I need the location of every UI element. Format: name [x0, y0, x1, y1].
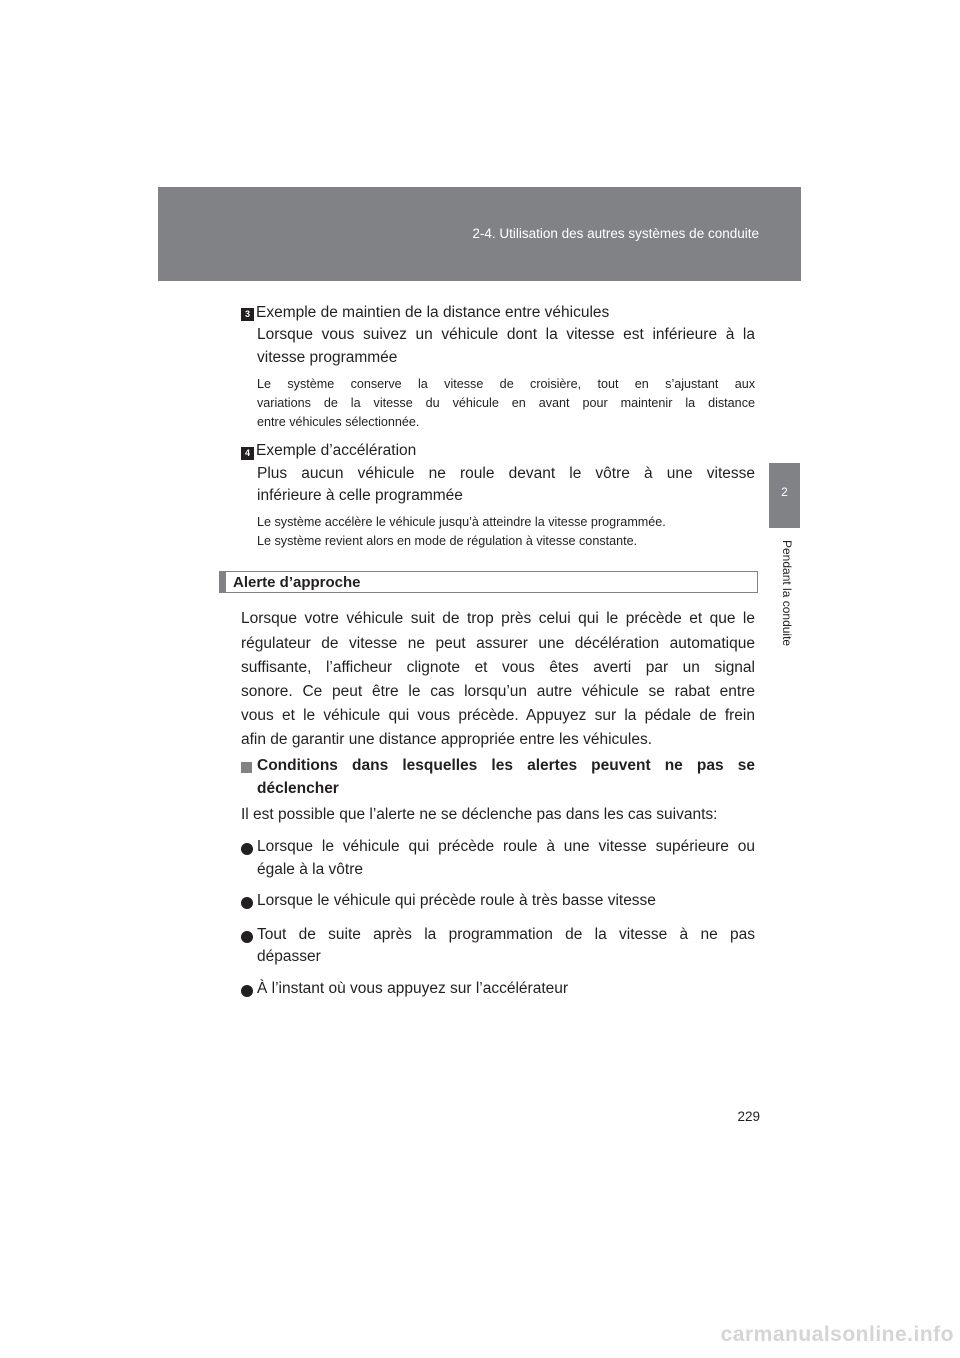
chapter-label-text: Pendant la conduite — [780, 540, 794, 647]
example-title: Exemple de maintien de la distance entre véhicules — [256, 304, 610, 321]
bullet-line: égale à la vôtre — [257, 861, 363, 878]
page-number: 229 — [737, 1109, 760, 1124]
bullet-line: À l’instant où vous appuyez sur l’accélérateur — [257, 980, 569, 997]
chapter-label — [776, 540, 796, 670]
example-number-badge: 4 — [241, 447, 254, 460]
paragraph-line: Lorsque votre véhicule suit de trop près celui qui le précède et que le — [241, 610, 755, 627]
bullet-line: Tout de suite après la programmation de la vitesse à ne pas — [257, 926, 755, 943]
paragraph-line: suffisante, l’afficheur clignote et vous êtes averti par un signal — [241, 659, 755, 676]
example-number-badge: 3 — [241, 308, 254, 321]
paragraph-line: régulateur de vitesse ne peut assurer une décélération automatique — [241, 635, 755, 652]
header-band — [158, 187, 801, 281]
chapter-tab — [769, 463, 800, 528]
example-detail-line: Le système revient alors en mode de régulation à vitesse constante. — [257, 534, 638, 548]
example-lead-line: Plus aucun véhicule ne roule devant le vôtre à une vitesse — [257, 465, 755, 482]
bullet-dot-icon — [241, 843, 253, 855]
paragraph-line: afin de garantir une distance appropriée entre les véhicules. — [241, 731, 653, 748]
example-detail-line: variations de la vitesse du véhicule en avant pour maintenir la distance — [257, 396, 755, 410]
example-title: Exemple d’accélération — [256, 442, 417, 459]
example-lead-line: Lorsque vous suivez un véhicule dont la vitesse est inférieure à la — [257, 326, 755, 343]
chapter-number: 2 — [781, 485, 788, 499]
section-heading: Alerte d’approche — [233, 574, 361, 591]
bullet-dot-icon — [241, 897, 253, 909]
example-detail-line: Le système conserve la vitesse de croisière, tout en s’ajustant aux — [257, 377, 755, 391]
bullet-line: Lorsque le véhicule qui précède roule à très basse vitesse — [257, 892, 656, 909]
section-breadcrumb: 2-4. Utilisation des autres systèmes de conduite — [472, 226, 759, 241]
bullet-line: Lorsque le véhicule qui précède roule à une vitesse supérieure ou — [257, 838, 755, 855]
example-lead-line: vitesse programmée — [257, 349, 398, 366]
section-heading-stripe — [220, 572, 226, 592]
example-lead-line: inférieure à celle programmée — [257, 487, 463, 504]
subheading-line: déclencher — [257, 780, 339, 797]
intro-text: Il est possible que l’alerte ne se déclenche pas dans les cas suivants: — [241, 806, 718, 823]
paragraph-line: sonore. Ce peut être le cas lorsqu’un autre véhicule se rabat entre — [241, 683, 755, 700]
paragraph-line: vous et le véhicule qui vous précède. Appuyez sur la pédale de frein — [241, 707, 755, 724]
watermark: carmanualsonline.info — [720, 1323, 954, 1346]
section-heading-bar — [219, 571, 758, 593]
bullet-dot-icon — [241, 931, 253, 943]
bullet-dot-icon — [241, 985, 253, 997]
subheading-line: Conditions dans lesquelles les alertes peuvent ne pas se — [257, 757, 755, 774]
example-detail-line: entre véhicules sélectionnée. — [257, 415, 420, 429]
square-bullet-icon — [241, 762, 252, 773]
example-detail-line: Le système accélère le véhicule jusqu’à atteindre la vitesse programmée. — [257, 515, 666, 529]
bullet-line: dépasser — [257, 948, 321, 965]
